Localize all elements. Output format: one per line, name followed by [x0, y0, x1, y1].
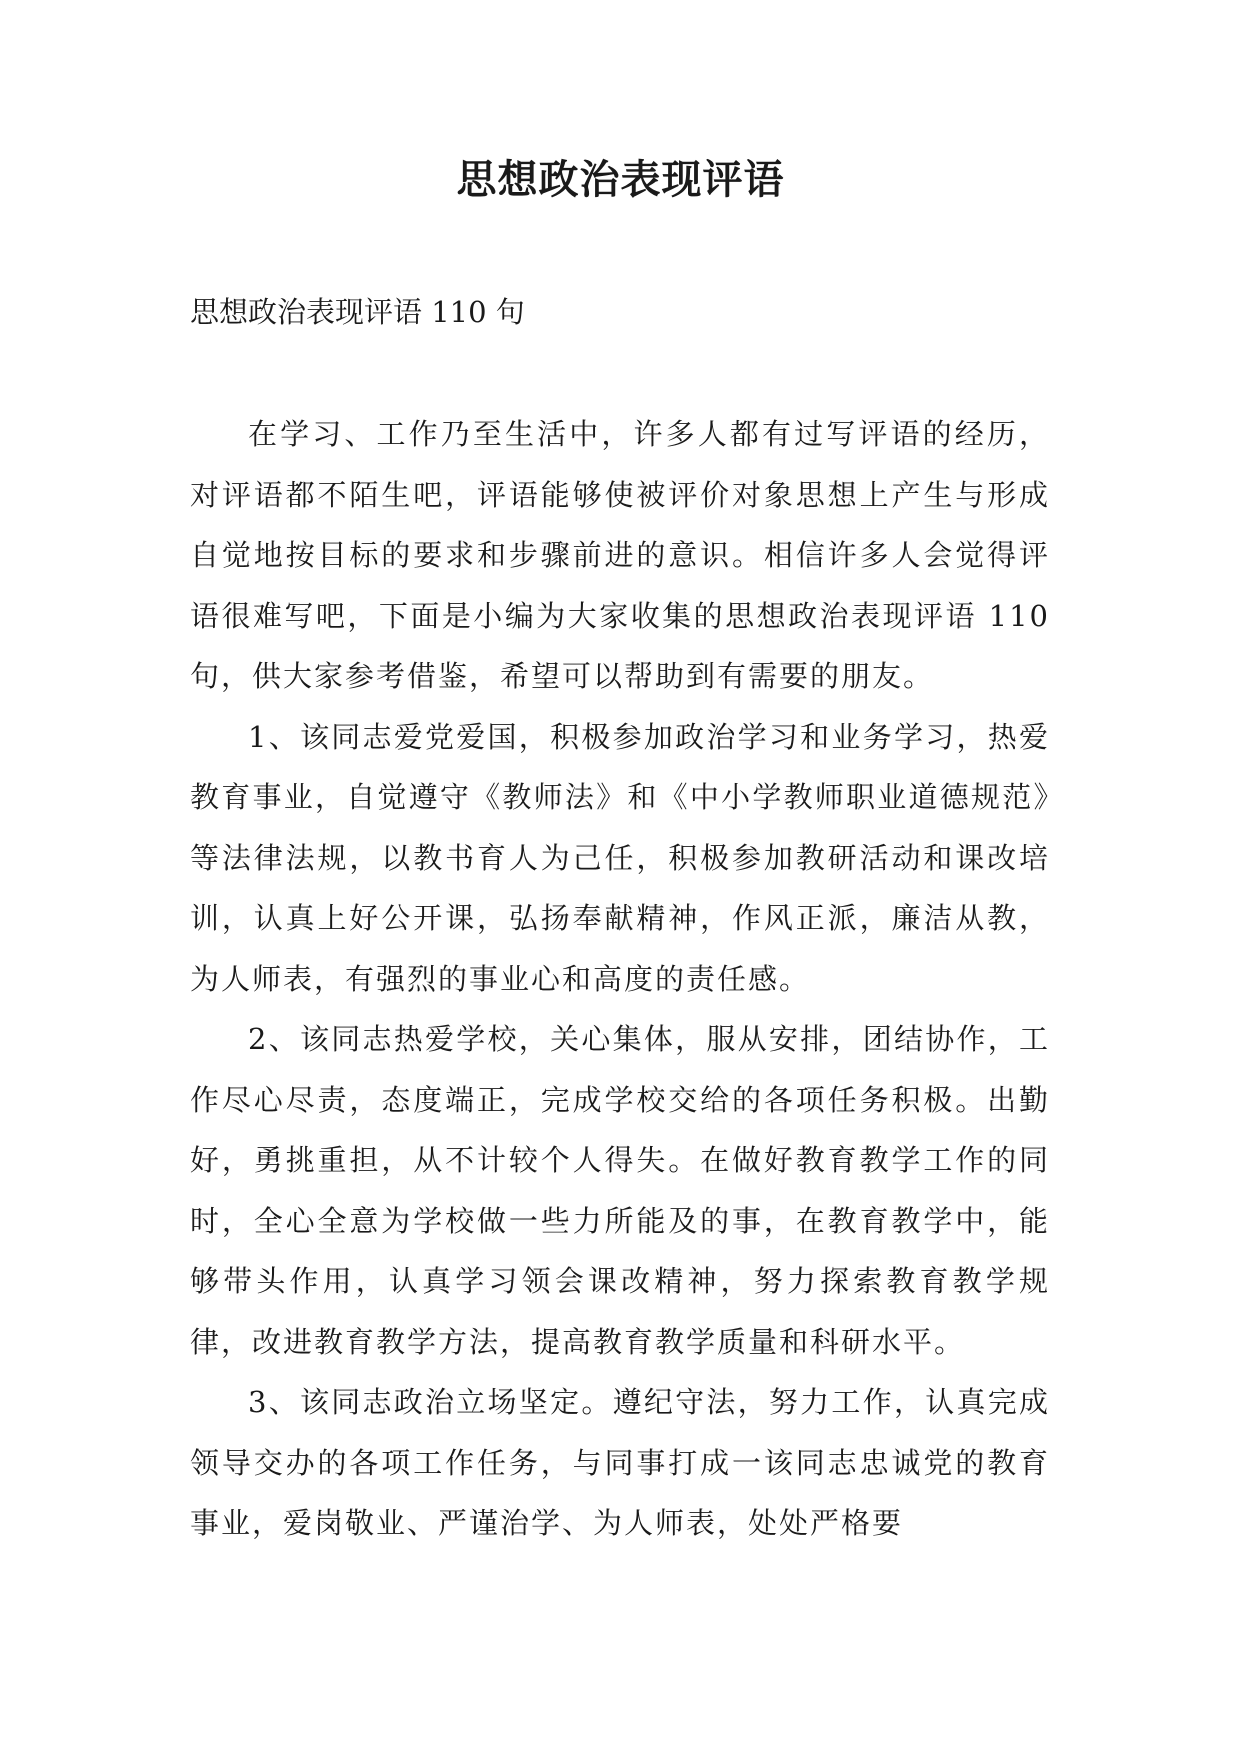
intro-paragraph: 在学习、工作乃至生活中，许多人都有过写评语的经历，对评语都不陌生吧，评语能够使被评价对象思想上产生与形成自觉地按目标的要求和步骤前进的意识。相信许多人会觉得评语很难写吧，下面是小编为大家收集的思想政治表现评语 110 句，供大家参考借鉴，希望可以帮助到有需要的朋友。: [190, 417, 1050, 693]
comment-paragraph-2: 2、该同志热爱学校，关心集体，服从安排，团结协作，工作尽心尽责，态度端正，完成学校交给的各项任务积极。出勤好，勇挑重担，从不计较个人得失。在做好教育教学工作的同时，全心全意为学校做一些力所能及的事，在教育教学中，能够带头作用，认真学习领会课改精神，努力探索教育教学规律，改进教育教学方法，提高教育教学质量和科研水平。: [190, 1022, 1050, 1359]
comment-paragraph-3: 3、该同志政治立场坚定。遵纪守法，努力工作，认真完成领导交办的各项工作任务，与同事打成一该同志忠诚党的教育事业，爱岗敬业、严谨治学、为人师表，处处严格要: [190, 1385, 1050, 1540]
document-title: 思想政治表现评语: [456, 157, 785, 203]
comment-paragraph-1: 1、该同志爱党爱国，积极参加政治学习和业务学习，热爱教育事业，自觉遵守《教师法》和《中小学教师职业道德规范》等法律法规，以教书育人为己任，积极参加教研活动和课改培训，认真上好公开课，弘扬奉献精神，作风正派，廉洁从教，为人师表，有强烈的事业心和高度的责任感。: [190, 719, 1050, 996]
document-body: [190, 404, 1050, 1554]
document-subtitle: 思想政治表现评语 110 句: [190, 295, 525, 329]
